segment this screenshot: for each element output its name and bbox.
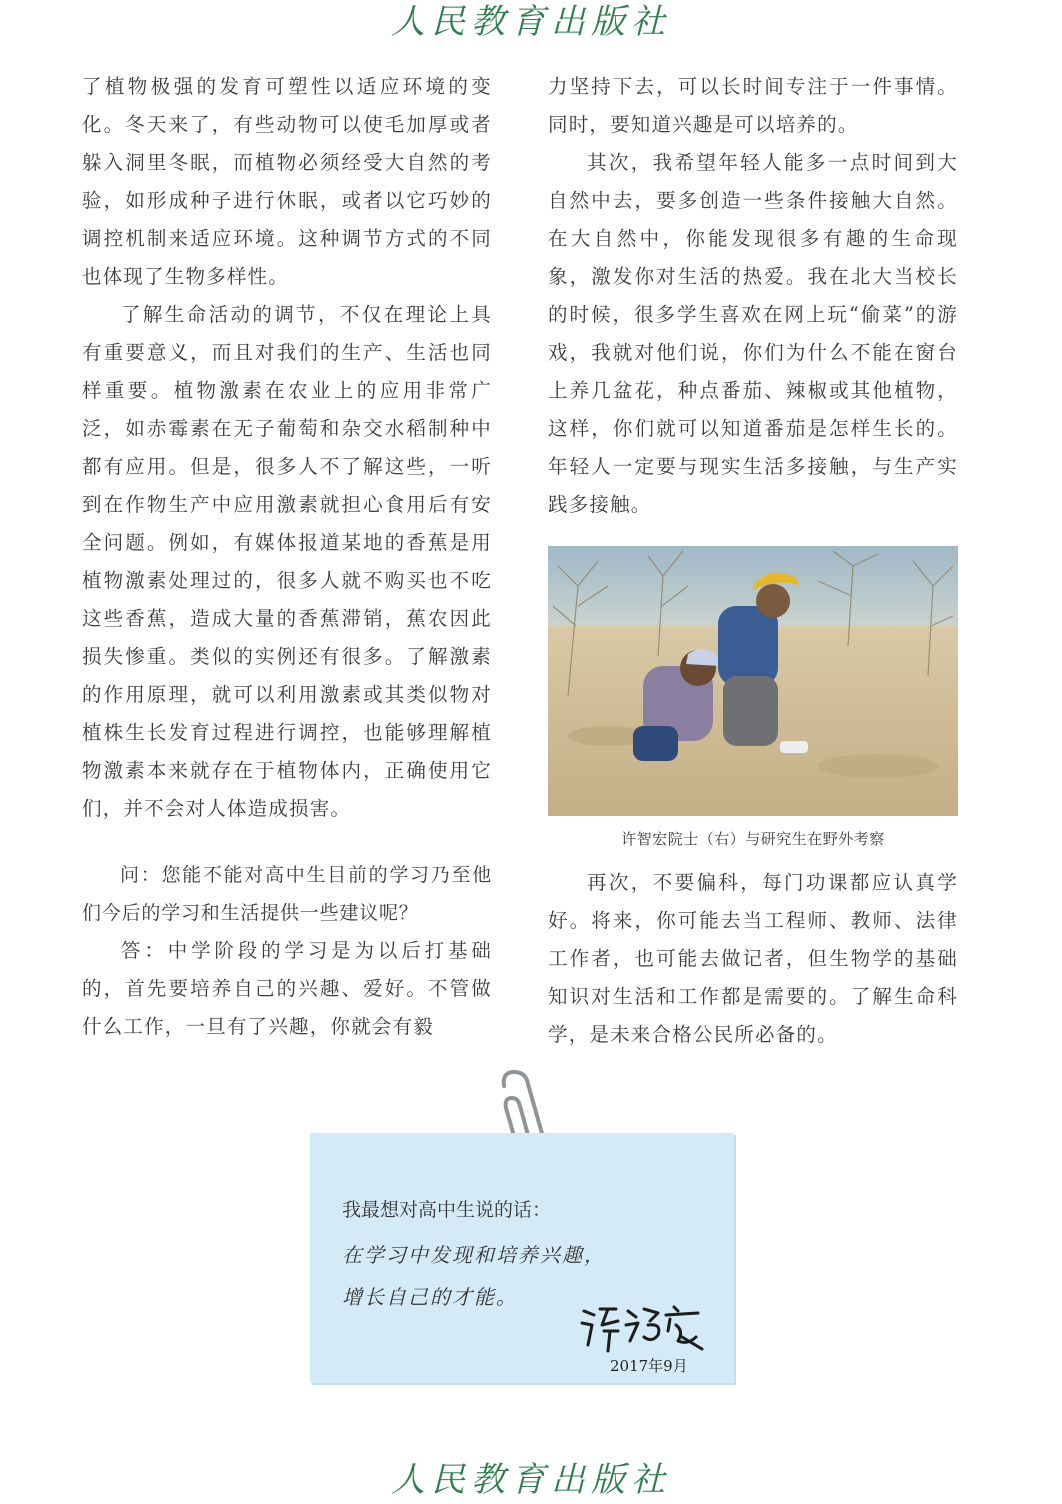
note-line-1: 在学习中发现和培养兴趣， [342, 1243, 606, 1267]
note-date: 2017年9月 [610, 1357, 688, 1375]
left-paragraph-2: 了解生命活动的调节，不仅在理论上具有重要意义，而且对我们的生产、生活也同样重要。植物激素在农业上的应用非常广泛，如赤霉素在无子葡萄和杂交水稻制种中都有应用。但是，很多人不了解这些，一听到在作物生产中应用激素就担心食用后有安全问题。例如，有媒体报道某地的香蕉是用植物激素处理过的，很多人就不购买也不吃这些香蕉，造成大量的香蕉滞销，蕉农因此损失惨重。类似的实例还有很多。了解激素的作用原理，就可以利用激素或其类似物对植株生长发育过程进行调控，也能够理解植物激素本来就存在于植物体内，正确使用它们，并不会对人体造成损害。 [82, 303, 492, 820]
right-paragraph-1: 力坚持下去，可以长时间专注于一件事情。同时，要知道兴趣是可以培养的。 [548, 75, 958, 136]
note-heading: 我最想对高中生说的话： [342, 1199, 552, 1221]
photo-caption: 许智宏院士（右）与研究生在野外考察 [621, 830, 885, 848]
right-paragraph-2: 其次，我希望年轻人能多一点时间到大自然中去，要多创造一些条件接触大自然。在大自然中，你能发现很多有趣的生命现象，激发你对生活的热爱。我在北大当校长的时候，很多学生喜欢在网上玩“偷菜”的游戏，我就对他们说，你们为什么不能在窗台上养几盆花，种点番茄、辣椒或其他植物，这样，你们就可以知道番茄是怎样生长的。年轻人一定要与现实生活多接触，与生产实践多接触。 [548, 151, 958, 516]
question-paragraph [82, 856, 492, 932]
question-text: 您能不能对高中生目前的学习乃至他们今后的学习和生活提供一些建议呢？ [82, 864, 492, 924]
left-paragraph-1: 了植物极强的发育可塑性以适应环境的变化。冬天来了，有些动物可以使毛加厚或者躲入洞里冬眠，而植物必须经受大自然的考验，如形成种子进行休眠，或者以它巧妙的调控机制来适应环境。这种调节方式的不同也体现了生物多样性。 [82, 75, 492, 288]
answer-label: 答： [121, 939, 168, 962]
answer-text: 中学阶段的学习是为以后打基础的，首先要培养自己的兴趣、爱好。不管做什么工作，一旦有了兴趣，你就会有毅 [82, 939, 492, 1038]
right-column [548, 68, 958, 1054]
question-label: 问： [120, 864, 162, 886]
left-column [82, 68, 492, 1046]
quote-note [310, 1133, 734, 1383]
handwritten-signature [578, 1301, 708, 1361]
note-line-2: 增长自己的才能。 [342, 1285, 518, 1309]
publisher-logo-header: 人民教育出版社 [391, 2, 671, 42]
right-paragraph-3: 再次，不要偏科，每门功课都应认真学好。将来，你可能去当工程师、教师、法律工作者，也可能去做记者，但生物学的基础知识对生活和工作都是需要的。了解生命科学，是未来合格公民所必备的。 [548, 871, 958, 1046]
answer-paragraph [82, 932, 492, 1046]
field-research-photo [548, 546, 958, 816]
publisher-logo-footer: 人民教育出版社 [391, 1460, 671, 1500]
